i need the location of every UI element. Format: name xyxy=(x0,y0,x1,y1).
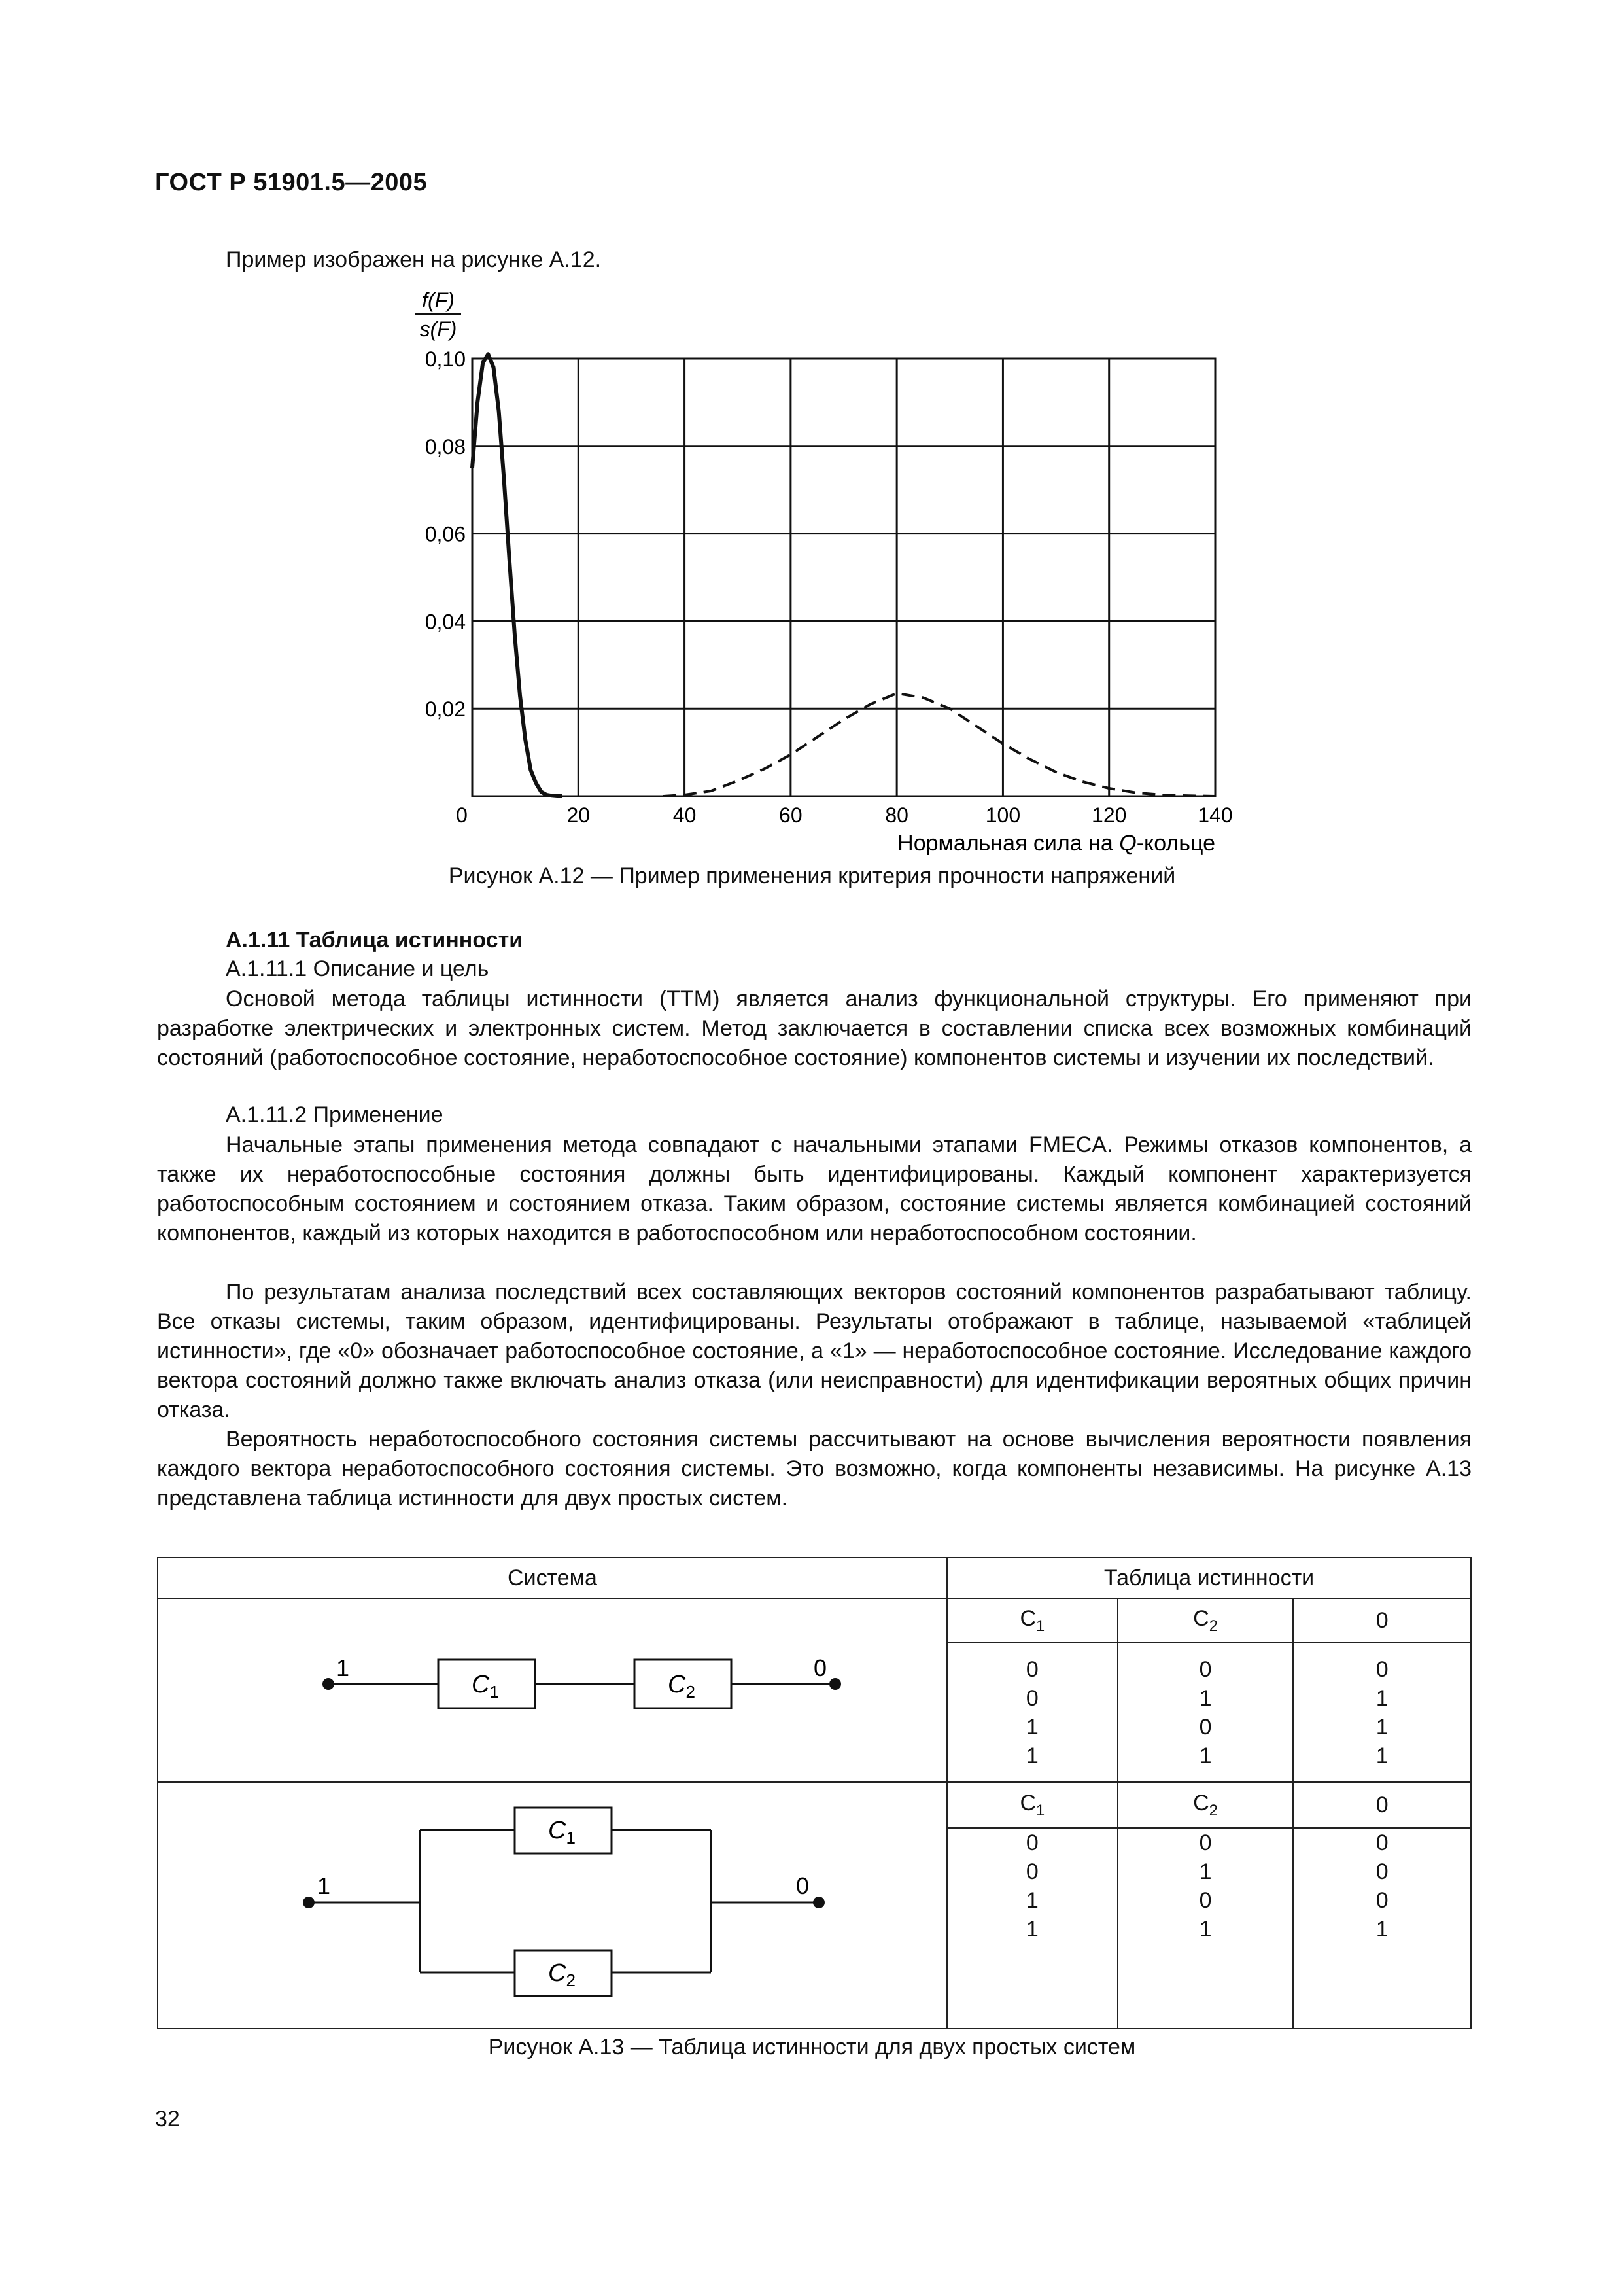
stress-curve xyxy=(472,354,562,796)
system-column-header: Система xyxy=(158,1558,947,1598)
plot-frame xyxy=(472,359,1215,796)
component-c2-label: $C_2$ xyxy=(668,1671,695,1702)
parallel-header-c2: $C_2$ xyxy=(1118,1782,1294,1828)
series-values-c2: 0 1 0 1 xyxy=(1118,1643,1294,1782)
x-tick-label: 60 xyxy=(779,803,803,827)
figure-a13-caption: Рисунок А.13 — Таблица истинности для двух простых систем xyxy=(488,2035,1136,2059)
paragraph-1: Основой метода таблицы истинности (ТТМ) является анализ функциональной структуры. Его применяют при разработке электрических и электронных систем. Метод заключается в составлении списка всех возможных комбинаций состояний (работоспособное состояние, неработоспособное состояние) компонентов системы и изучении их последствий. xyxy=(157,987,1472,1070)
x-tick-label: 140 xyxy=(1198,803,1233,827)
parallel-values-c2: 0 1 0 1 xyxy=(1118,1828,1294,2029)
parallel-header-output: 0 xyxy=(1293,1782,1471,1828)
component-c1-label: $C_1$ xyxy=(548,1817,576,1848)
y-label-numerator: f(F) xyxy=(422,289,455,312)
output-node xyxy=(829,1678,841,1690)
input-label: 1 xyxy=(317,1872,331,1899)
parallel-system-diagram-cell xyxy=(158,1782,947,2029)
x-tick-label: 20 xyxy=(566,803,591,827)
series-system-diagram-cell xyxy=(158,1598,947,1782)
page-number: 32 xyxy=(155,2107,180,2131)
input-label: 1 xyxy=(336,1655,350,1681)
y-tick-label: 0,04 xyxy=(424,610,466,634)
component-c1-label: $C_1$ xyxy=(472,1671,499,1702)
series-values-output: 0 1 1 1 xyxy=(1293,1643,1471,1782)
parallel-header-c1: $C_1$ xyxy=(947,1782,1118,1828)
chart-series xyxy=(472,354,1215,796)
x-tick-label: 80 xyxy=(885,803,908,827)
x-tick-labels xyxy=(456,803,1233,827)
section-title: А.1.11 Таблица истинности xyxy=(226,928,523,953)
series-system-diagram xyxy=(158,1599,946,1776)
x-tick-label: 0 xyxy=(456,803,468,827)
chart-grid xyxy=(472,359,1215,796)
x-tick-label: 120 xyxy=(1092,803,1127,827)
parallel-values-c1: 0 0 1 1 xyxy=(947,1828,1118,2029)
series-header-output: 0 xyxy=(1293,1598,1471,1643)
x-axis-label: Нормальная сила на Q-кольце xyxy=(897,831,1215,856)
x-tick-label: 100 xyxy=(985,803,1021,827)
component-c2-label: $C_2$ xyxy=(548,1959,576,1990)
y-tick-label: 0,08 xyxy=(424,434,466,459)
output-node xyxy=(813,1897,825,1908)
series-header-c2: $C_2$ xyxy=(1118,1598,1294,1643)
figure-a12-caption: Рисунок А.12 — Пример применения критерия прочности напряжений xyxy=(448,864,1176,888)
stress-strength-chart xyxy=(379,281,1256,864)
y-tick-labels xyxy=(425,347,466,721)
output-label: 0 xyxy=(796,1872,810,1899)
y-tick-label: 0,10 xyxy=(424,347,466,371)
document-header: ГОСТ Р 51901.5—2005 xyxy=(155,169,428,196)
y-label-denominator: s(F) xyxy=(419,317,457,341)
output-label: 0 xyxy=(814,1655,827,1681)
subsection-description: А.1.11.1 Описание и цель xyxy=(226,956,489,981)
y-tick-label: 0,02 xyxy=(424,697,466,722)
paragraph-3: По результатам анализа последствий всех составляющих векторов состояний компонентов разрабатывают таблицу. Все отказы системы, таким образом, идентифицированы. Результаты отображают в таблице, называемой «таблицей истинности», где «0» обозначает работоспособное состояние, а «1» — неработоспособное состояние. Исследование каждого вектора состояний должно также включать анализ отказа (или неисправности) для идентификации вероятных общих причин отказа. xyxy=(157,1280,1472,1422)
intro-text: Пример изображен на рисунке А.12. xyxy=(226,247,602,272)
paragraph-2: Начальные этапы применения метода совпадают с начальными этапами FMECA. Режимы отказов компонентов, а также их неработоспособные состояния должны быть идентифицированы. Каждый компонент характеризуется работоспособным состоянием и состоянием отказа. Таким образом, состояние системы является комбинацией состояний компонентов, каждый из которых находится в работоспособном или неработоспособном состоянии. xyxy=(157,1132,1472,1246)
series-values-c1: 0 0 1 1 xyxy=(947,1643,1118,1782)
paragraph-4: Вероятность неработоспособного состояния системы рассчитывают на основе вычисления вероятности появления каждого вектора неработоспособного состояния системы. Это возможно, когда компоненты независимы. На рисунке А.13 представлена таблица истинности для двух простых систем. xyxy=(157,1427,1472,1511)
parallel-values-output: 0 0 0 1 xyxy=(1293,1828,1471,2029)
x-tick-label: 40 xyxy=(672,803,697,827)
parallel-system-diagram xyxy=(158,1783,946,2022)
truth-table-figure xyxy=(157,1557,1472,2029)
y-tick-label: 0,06 xyxy=(424,522,466,546)
series-header-c1: $C_1$ xyxy=(947,1598,1118,1643)
subsection-application: А.1.11.2 Применение xyxy=(226,1102,443,1127)
truth-table-column-header: Таблица истинности xyxy=(947,1558,1471,1598)
